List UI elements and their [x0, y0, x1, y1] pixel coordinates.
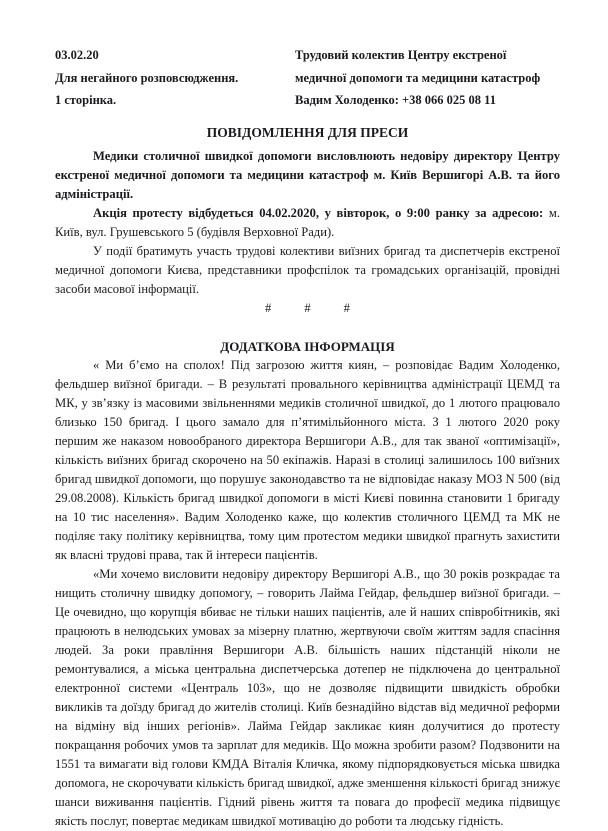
page-title: ПОВІДОМЛЕННЯ ДЛЯ ПРЕСИ — [206, 124, 409, 140]
header-organization-line-1: Трудовий колектив Центру екстреної — [295, 48, 507, 62]
info-paragraph-heidar: «Ми хочемо висловити недовіру директору Вершигорі А.В., що 30 років розкрадає та нищить столичну швидку допомогу, – говорить Лайма Гейдар, фельдшер виїзної бригади. – Це очевидно, що корупція вбиває не тільки наших пацієнтів, але й наших співробітників, які працюють в нелюдських умовах за мізерну платню, жертвуючи своїм життям задля спасіння людей. За роки правління Вершигори А.В. більшість наших підстанцій ніколи не ремонтувалися, а міська центральна диспетчерська дотепер не підключена до центральної електронної системи «Централь 103», що не дозволяє підвищити швидкість обробки викликів та доїзду бригад до жителів столиці. Київ безнадійно відстав від медичної реформи на відміну від інших регіонів». Лайма Гейдар закликає киян долучитися до протесту покращання робочих умов та зарплат для медиків. Що можна зробити разом? Подзвонити на 1551 та вимагати від голови КМДА Віталія Кличка, якому підпорядковується міська швидка допомога, не скорочувати кількість бригад швидкої, адже зменшення кількості бригад знижує шанси виживання пацієнтів. Гідний рівень життя та повага до професії медика підвищує якість послуг, повертає медикам швидкої мотивацію до роботи та людську гідність. — [55, 566, 560, 828]
protest-address: м. Київ, вул. Грушевського 5 (будівля Верховної Ради). — [55, 205, 560, 239]
header-date: 03.02.20 — [55, 48, 99, 62]
header-organization-line-2: медичної допомоги та медицини катастроф — [295, 70, 541, 85]
hash-symbol-3: # — [343, 300, 350, 315]
info-paragraph-kholodenko: « Ми б’ємо на сполох! Під загрозою життя киян, – розповідає Вадим Холоденко, фельдшер виїзної бригади. – В результаті провального керівництва адміністрації ЦЕМД та МК, у зв’язку із масовими звільненнями медиків столичної швидкої, до 1 лютого працювало близько 150 бригад. І цього замало для п’ятимільйонного міста. З 1 лютого 2020 року першим же наказом новообраного директора Вершигори А.В., для так званої «оптимізації», кількість виїзних бригад скорочено на 50 екіпажів. Наразі в столиці залишилось 100 виїзних бригад швидкої допомоги, що порушує законодавство та не відповідає наказу МОЗ N 500 (від 29.08.2008). Кількість бригад швидкої допомоги в місті Києві повинна становити 1 бригаду на 10 тис населення». Вадим Холоденко каже, що колектив столичного ЦЕМД та МК не поділяє таку політику керівництва, тому цим протестом медики швидкої прагнуть захистити як власні трудові права, так й інтереси пацієнтів. — [55, 357, 560, 562]
hash-symbol-1: # — [265, 300, 272, 315]
header-contact-phone: Вадим Холоденко: +38 066 025 08 11 — [295, 93, 496, 107]
header-right-column — [295, 44, 560, 112]
header-distribution-note: Для негайного розповсюдження. — [55, 70, 239, 85]
participants-paragraph: У події братимуть участь трудові колективи виїзних бригад та диспетчерів екстреної медичної допомоги Києва, представники профспілок та громадських організацій, провідні засоби масової інформації. — [55, 243, 560, 296]
hash-symbol-2: # — [304, 300, 311, 315]
protest-paragraph — [55, 204, 560, 242]
header-page-count: 1 сторінка. — [55, 93, 117, 107]
document-header — [55, 44, 560, 112]
lead-paragraph: Медики столичної швидкої допомоги висловлюють недовіру директору Центру екстреної медичної допомоги та медицини катастроф м. Київ Вершигорі А.В. та його адміністрації. — [55, 148, 560, 201]
additional-info-heading: ДОДАТКОВА ІНФОРМАЦІЯ — [220, 338, 395, 354]
header-left-column — [55, 44, 295, 112]
hash-separator — [55, 299, 560, 318]
document-body — [55, 147, 560, 831]
protest-details-bold: Акція протесту відбудеться 04.02.2020, у вівторок, о 9:00 ранку за адресою: — [93, 205, 544, 220]
